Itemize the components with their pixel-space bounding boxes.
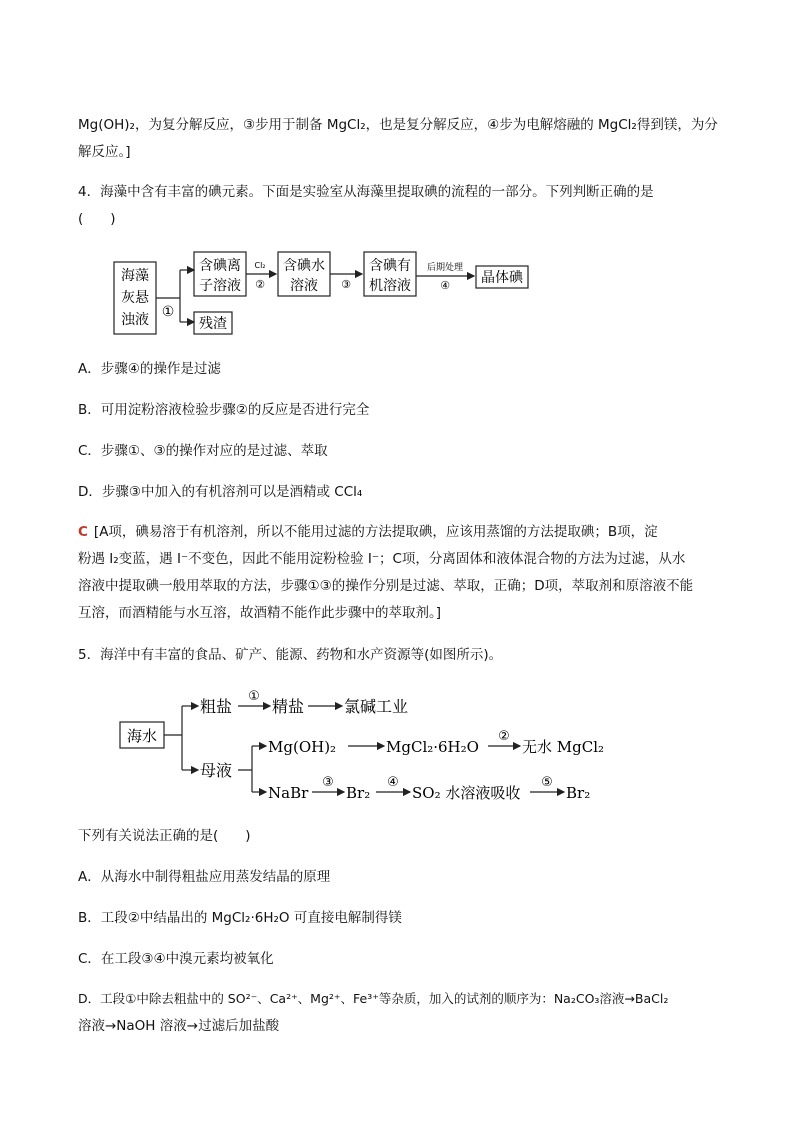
q5-prompt: 下列有关说法正确的是( ) [78,828,251,844]
flow-box-2-line-2: 溶液 [290,278,318,294]
q5-option-c: C．在工段③④中溴元素均被氧化 [78,951,274,967]
mg-oh2: Mg(OH)₂ [268,738,337,756]
flow-start-3: 浊液 [121,312,149,328]
step-1: ① [248,689,260,704]
step-4: ④ [387,775,399,790]
flow-arrow-4-top: 后期处理 [426,263,464,273]
flow-start-2: 灰悬 [121,290,149,306]
flow-box-3-line-1: 含碘有 [369,258,411,274]
q4-option-c: C．步骤①、③的操作对应的是过滤、萃取 [78,443,328,459]
q4-explanation-4: 互溶，而酒精能与水互溶，故酒精不能作此步骤中的萃取剂。] [78,605,442,621]
mother-liquor: 母液 [200,761,233,780]
flow-arrow-2-top: Cl₂ [254,261,266,270]
flow-arrow-3-bottom: ③ [341,278,351,291]
refined-salt: 精盐 [272,697,305,716]
step-3: ③ [322,775,334,790]
br2-b: Br₂ [566,784,591,802]
q4-explanation-3: 溶液中提取碘一般用萃取的方法，步骤①③的操作分别是过滤、萃取，正确；D项，萃取剂和原溶液不能 [78,578,694,594]
q5-diagram [116,684,616,806]
q5-option-a: A．从海水中制得粗盐应用蒸发结晶的原理 [78,869,331,885]
flow-box-1-line-1: 含碘离 [199,258,241,274]
q4-explanation-2: 粉遇 I₂变蓝，遇 I⁻不变色，因此不能用淀粉检验 I⁻；C项，分离固体和液体混合物的方法为过滤，从水 [78,551,686,567]
seawater: 海水 [126,727,158,745]
flow-arrow-4-bottom: ④ [440,279,450,292]
q4-explanation-text-1: [A项，碘易溶于有机溶剂，所以不能用过滤的方法提取碘，应该用蒸馏的方法提取碘；B项，淀 [93,524,658,540]
anhydrous-mgcl2: 无水 MgCl₂ [522,738,605,756]
flow-box-1-line-2: 子溶液 [199,278,241,294]
flow-box-3-line-2: 机溶液 [369,278,411,294]
q5-option-d: D．工段①中除去粗盐中的 SO²⁻、Ca²⁺、Mg²⁺、Fe³⁺等杂质，加入的试剂的顺序为：Na₂CO₃溶液→BaCl₂ [78,991,669,1006]
q4-option-a: A．步骤④的操作是过滤 [78,361,221,377]
flow-arrow-2-bottom: ② [255,278,265,291]
crude-salt: 粗盐 [200,697,233,716]
flow-start-1: 海藻 [121,268,149,284]
br2-a: Br₂ [346,784,371,802]
flow-step-1: ① [161,304,175,320]
q4-answer: C [78,524,88,540]
flow-box-2-line-1: 含碘水 [283,258,325,274]
nabr: NaBr [268,784,309,802]
intro-line-1: Mg(OH)₂，为复分解反应，③步用于制备 MgCl₂，也是复分解反应，④步为电解熔融的 MgCl₂得到镁，为分 [78,117,718,133]
step-5: ⑤ [541,775,553,790]
flow-final: 晶体碘 [481,270,523,286]
q5-stem: 5．海洋中有丰富的食品、矿产、能源、药物和水产资源等(如图所示)。 [78,647,503,663]
q5-option-b: B．工段②中结晶出的 MgCl₂·6H₂O 可直接电解制得镁 [78,910,402,926]
intro-line-2: 解反应。] [78,144,131,160]
chlor-alkali: 氯碱工业 [344,697,409,716]
step-2: ② [498,729,510,744]
flow-residue: 残渣 [199,316,227,332]
q4-stem-1: 4．海藻中含有丰富的碘元素。下面是实验室从海藻里提取碘的流程的一部分。下列判断正确的是 [78,184,654,200]
so2-absorb: SO₂ 水溶液吸收 [412,784,521,802]
mgcl2-6h2o: MgCl₂·6H₂O [386,738,479,756]
q4-explanation-1 [78,522,658,542]
q4-option-b: B．可用淀粉溶液检验步骤②的反应是否进行完全 [78,402,370,418]
q5-option-d-cont: 溶液→NaOH 溶液→过滤后加盐酸 [78,1018,280,1034]
q4-stem-2: ( ) [78,211,116,227]
q4-option-d: D．步骤③中加入的有机溶剂可以是酒精或 CCl₄ [78,484,363,500]
q4-flow-diagram [110,248,540,338]
